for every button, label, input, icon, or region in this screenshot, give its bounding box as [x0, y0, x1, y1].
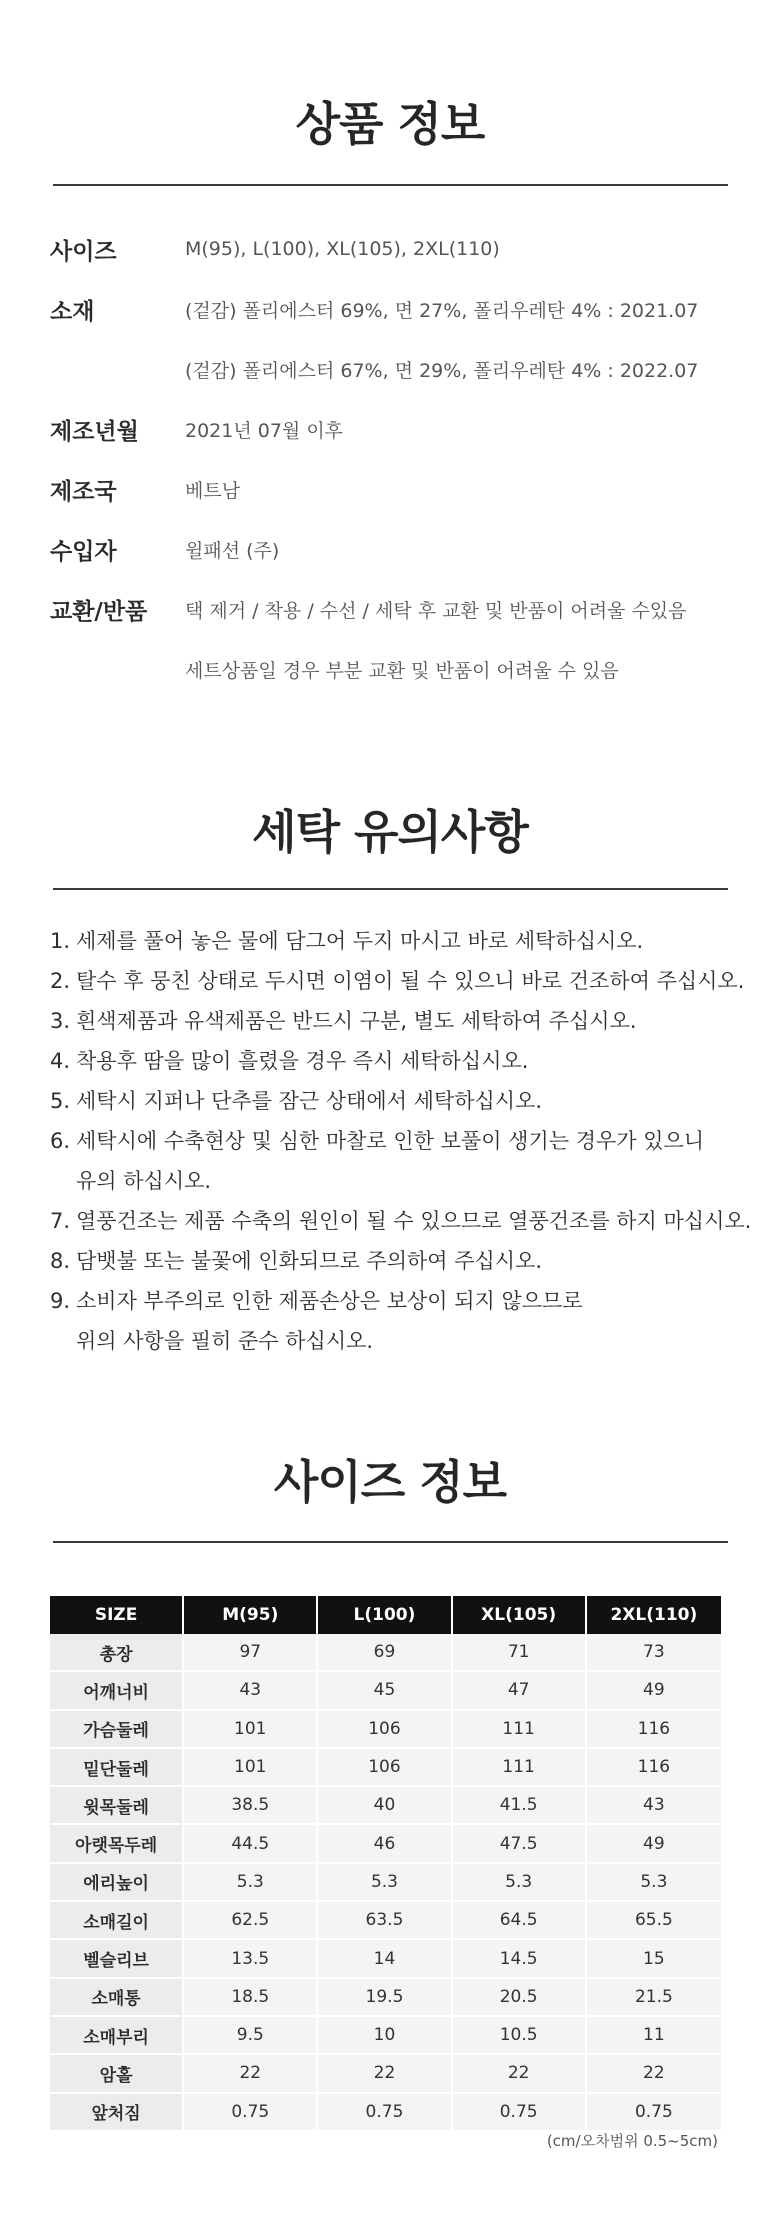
table-cell: 49 [587, 1672, 721, 1710]
table-cell: 22 [453, 2055, 587, 2093]
table-cell: 5.3 [318, 1864, 452, 1902]
wash-item-continued [50, 1161, 750, 1201]
info-label: 제조국 [50, 478, 117, 505]
table-cell: 46 [318, 1825, 452, 1863]
table-cell: 10.5 [453, 2017, 587, 2055]
wash-item [50, 1001, 750, 1041]
table-cell: 45 [318, 1672, 452, 1710]
table-cell: 41.5 [453, 1787, 587, 1825]
wash-item [50, 1121, 750, 1161]
table-row [50, 2094, 721, 2132]
wash-item [50, 1281, 750, 1321]
wash-item [50, 921, 750, 961]
row-label: 소매길이 [50, 1902, 184, 1940]
wash-number: 7. [50, 1209, 71, 1233]
wash-text: 위의 사항을 필히 준수 하십시오. [76, 1329, 374, 1353]
size-table [50, 1596, 721, 2132]
info-value: 택 제거 / 착용 / 수선 / 세탁 후 교환 및 반품이 어려울 수있음 [185, 599, 687, 622]
table-cell: 111 [453, 1749, 587, 1787]
info-label: 소재 [50, 298, 95, 325]
info-label: 사이즈 [50, 238, 117, 265]
info-value: M(95), L(100), XL(105), 2XL(110) [185, 238, 500, 260]
info-row-exchange-2 [50, 649, 740, 689]
table-cell: 73 [587, 1634, 721, 1672]
wash-item [50, 1081, 750, 1121]
wash-number-empty [50, 1321, 76, 1361]
table-cell: 111 [453, 1711, 587, 1749]
info-value: (겉감) 폴리에스터 69%, 면 27%, 폴리우레탄 4% : 2021.07 [185, 299, 699, 322]
info-row-country [50, 469, 740, 509]
row-label: 소매통 [50, 1979, 184, 2017]
table-cell: 21.5 [587, 1979, 721, 2017]
table-cell: 38.5 [184, 1787, 318, 1825]
table-cell: 44.5 [184, 1825, 318, 1863]
row-label: 에리높이 [50, 1864, 184, 1902]
table-cell: 13.5 [184, 1940, 318, 1978]
info-row-size [50, 229, 740, 269]
table-cell: 0.75 [318, 2094, 452, 2132]
row-label: 앞처짐 [50, 2094, 184, 2132]
header-cell: XL(105) [453, 1596, 587, 1634]
product-info-divider [53, 184, 728, 186]
table-cell: 49 [587, 1825, 721, 1863]
table-row [50, 1940, 721, 1978]
table-cell: 65.5 [587, 1902, 721, 1940]
row-label: 벨슬리브 [50, 1940, 184, 1978]
wash-item-continued [50, 1321, 750, 1361]
table-cell: 63.5 [318, 1902, 452, 1940]
wash-number: 4. [50, 1049, 71, 1073]
table-cell: 40 [318, 1787, 452, 1825]
table-cell: 101 [184, 1711, 318, 1749]
header-cell: SIZE [50, 1596, 184, 1634]
washing-title: 세탁 유의사항 [252, 805, 528, 859]
table-cell: 15 [587, 1940, 721, 1978]
table-cell: 71 [453, 1634, 587, 1672]
table-cell: 43 [587, 1787, 721, 1825]
wash-number: 6. [50, 1129, 71, 1153]
table-cell: 14 [318, 1940, 452, 1978]
table-cell: 69 [318, 1634, 452, 1672]
table-cell: 5.3 [453, 1864, 587, 1902]
table-cell: 9.5 [184, 2017, 318, 2055]
table-cell: 116 [587, 1749, 721, 1787]
table-cell: 5.3 [184, 1864, 318, 1902]
info-value: 윌패션 (주) [185, 539, 280, 562]
wash-number-empty [50, 1161, 76, 1201]
wash-number: 8. [50, 1249, 71, 1273]
wash-number: 9. [50, 1289, 71, 1313]
wash-text: 착용후 땀을 많이 흘렸을 경우 즉시 세탁하십시오. [76, 1049, 529, 1073]
wash-number: 2. [50, 969, 71, 993]
table-cell: 43 [184, 1672, 318, 1710]
row-label: 아랫목두레 [50, 1825, 184, 1863]
table-row [50, 1634, 721, 1672]
table-cell: 22 [318, 2055, 452, 2093]
table-row [50, 1825, 721, 1863]
header-cell: 2XL(110) [587, 1596, 721, 1634]
table-cell: 0.75 [587, 2094, 721, 2132]
info-row-material [50, 289, 740, 329]
table-cell: 10 [318, 2017, 452, 2055]
wash-text: 세탁시에 수축현상 및 심한 마찰로 인한 보풀이 생기는 경우가 있으니 [76, 1129, 705, 1153]
wash-item [50, 1241, 750, 1281]
info-row-material-2 [50, 349, 740, 389]
info-value: 세트상품일 경우 부분 교환 및 반품이 어려울 수 있음 [185, 659, 619, 682]
row-label: 윗목둘레 [50, 1787, 184, 1825]
table-row [50, 1672, 721, 1710]
table-row [50, 1979, 721, 2017]
header-cell: M(95) [184, 1596, 318, 1634]
info-row-manufacture-date [50, 409, 740, 449]
row-label: 어깨너비 [50, 1672, 184, 1710]
wash-text: 소비자 부주의로 인한 제품손상은 보상이 되지 않으므로 [76, 1289, 583, 1313]
table-cell: 0.75 [453, 2094, 587, 2132]
wash-number: 1. [50, 929, 71, 953]
table-row [50, 2055, 721, 2093]
wash-item [50, 1201, 750, 1241]
info-row-exchange [50, 589, 740, 629]
wash-text: 유의 하십시오. [76, 1169, 212, 1193]
table-cell: 97 [184, 1634, 318, 1672]
table-cell: 47.5 [453, 1825, 587, 1863]
table-cell: 116 [587, 1711, 721, 1749]
info-label: 제조년월 [50, 418, 139, 445]
info-row-importer [50, 529, 740, 569]
table-cell: 62.5 [184, 1902, 318, 1940]
size-table-header [50, 1596, 721, 1634]
header-cell: L(100) [318, 1596, 452, 1634]
table-cell: 22 [587, 2055, 721, 2093]
info-value: 베트남 [185, 479, 241, 502]
info-label: 수입자 [50, 538, 117, 565]
wash-number: 3. [50, 1009, 71, 1033]
row-label: 밑단둘레 [50, 1749, 184, 1787]
table-row [50, 1864, 721, 1902]
table-cell: 101 [184, 1749, 318, 1787]
info-value: 2021년 07월 이후 [185, 419, 344, 442]
table-row [50, 2017, 721, 2055]
table-cell: 18.5 [184, 1979, 318, 2017]
table-row [50, 1787, 721, 1825]
table-cell: 106 [318, 1711, 452, 1749]
row-label: 암홀 [50, 2055, 184, 2093]
size-tolerance-note: (cm/오차범위 0.5~5cm) [546, 2132, 718, 2150]
table-cell: 0.75 [184, 2094, 318, 2132]
table-cell: 47 [453, 1672, 587, 1710]
wash-text: 흰색제품과 유색제품은 반드시 구분, 별도 세탁하여 주십시오. [76, 1009, 637, 1033]
wash-number: 5. [50, 1089, 71, 1113]
table-row [50, 1749, 721, 1787]
size-info-title: 사이즈 정보 [273, 1455, 507, 1509]
info-label: 교환/반품 [50, 598, 148, 625]
table-row [50, 1711, 721, 1749]
table-cell: 64.5 [453, 1902, 587, 1940]
table-cell: 14.5 [453, 1940, 587, 1978]
wash-item [50, 1041, 750, 1081]
table-cell: 5.3 [587, 1864, 721, 1902]
wash-text: 세탁시 지퍼나 단추를 잠근 상태에서 세탁하십시오. [76, 1089, 543, 1113]
wash-text: 세제를 풀어 놓은 물에 담그어 두지 마시고 바로 세탁하십시오. [76, 929, 644, 953]
wash-text: 열풍건조는 제품 수축의 원인이 될 수 있으므로 열풍건조를 하지 마십시오. [76, 1209, 752, 1233]
table-cell: 22 [184, 2055, 318, 2093]
table-cell: 20.5 [453, 1979, 587, 2017]
wash-text: 담뱃불 또는 불꽃에 인화되므로 주의하여 주십시오. [76, 1249, 543, 1273]
product-info-title: 상품 정보 [295, 97, 485, 151]
wash-text: 탈수 후 뭉친 상태로 두시면 이염이 될 수 있으니 바로 건조하여 주십시오. [76, 969, 745, 993]
table-cell: 19.5 [318, 1979, 452, 2017]
row-label: 소매부리 [50, 2017, 184, 2055]
washing-divider [53, 888, 728, 890]
row-label: 가슴둘레 [50, 1711, 184, 1749]
table-row [50, 1902, 721, 1940]
table-cell: 106 [318, 1749, 452, 1787]
wash-item [50, 961, 750, 1001]
table-cell: 11 [587, 2017, 721, 2055]
row-label: 총장 [50, 1634, 184, 1672]
size-info-divider [53, 1541, 728, 1543]
info-value: (겉감) 폴리에스터 67%, 면 29%, 폴리우레탄 4% : 2022.07 [185, 359, 699, 382]
